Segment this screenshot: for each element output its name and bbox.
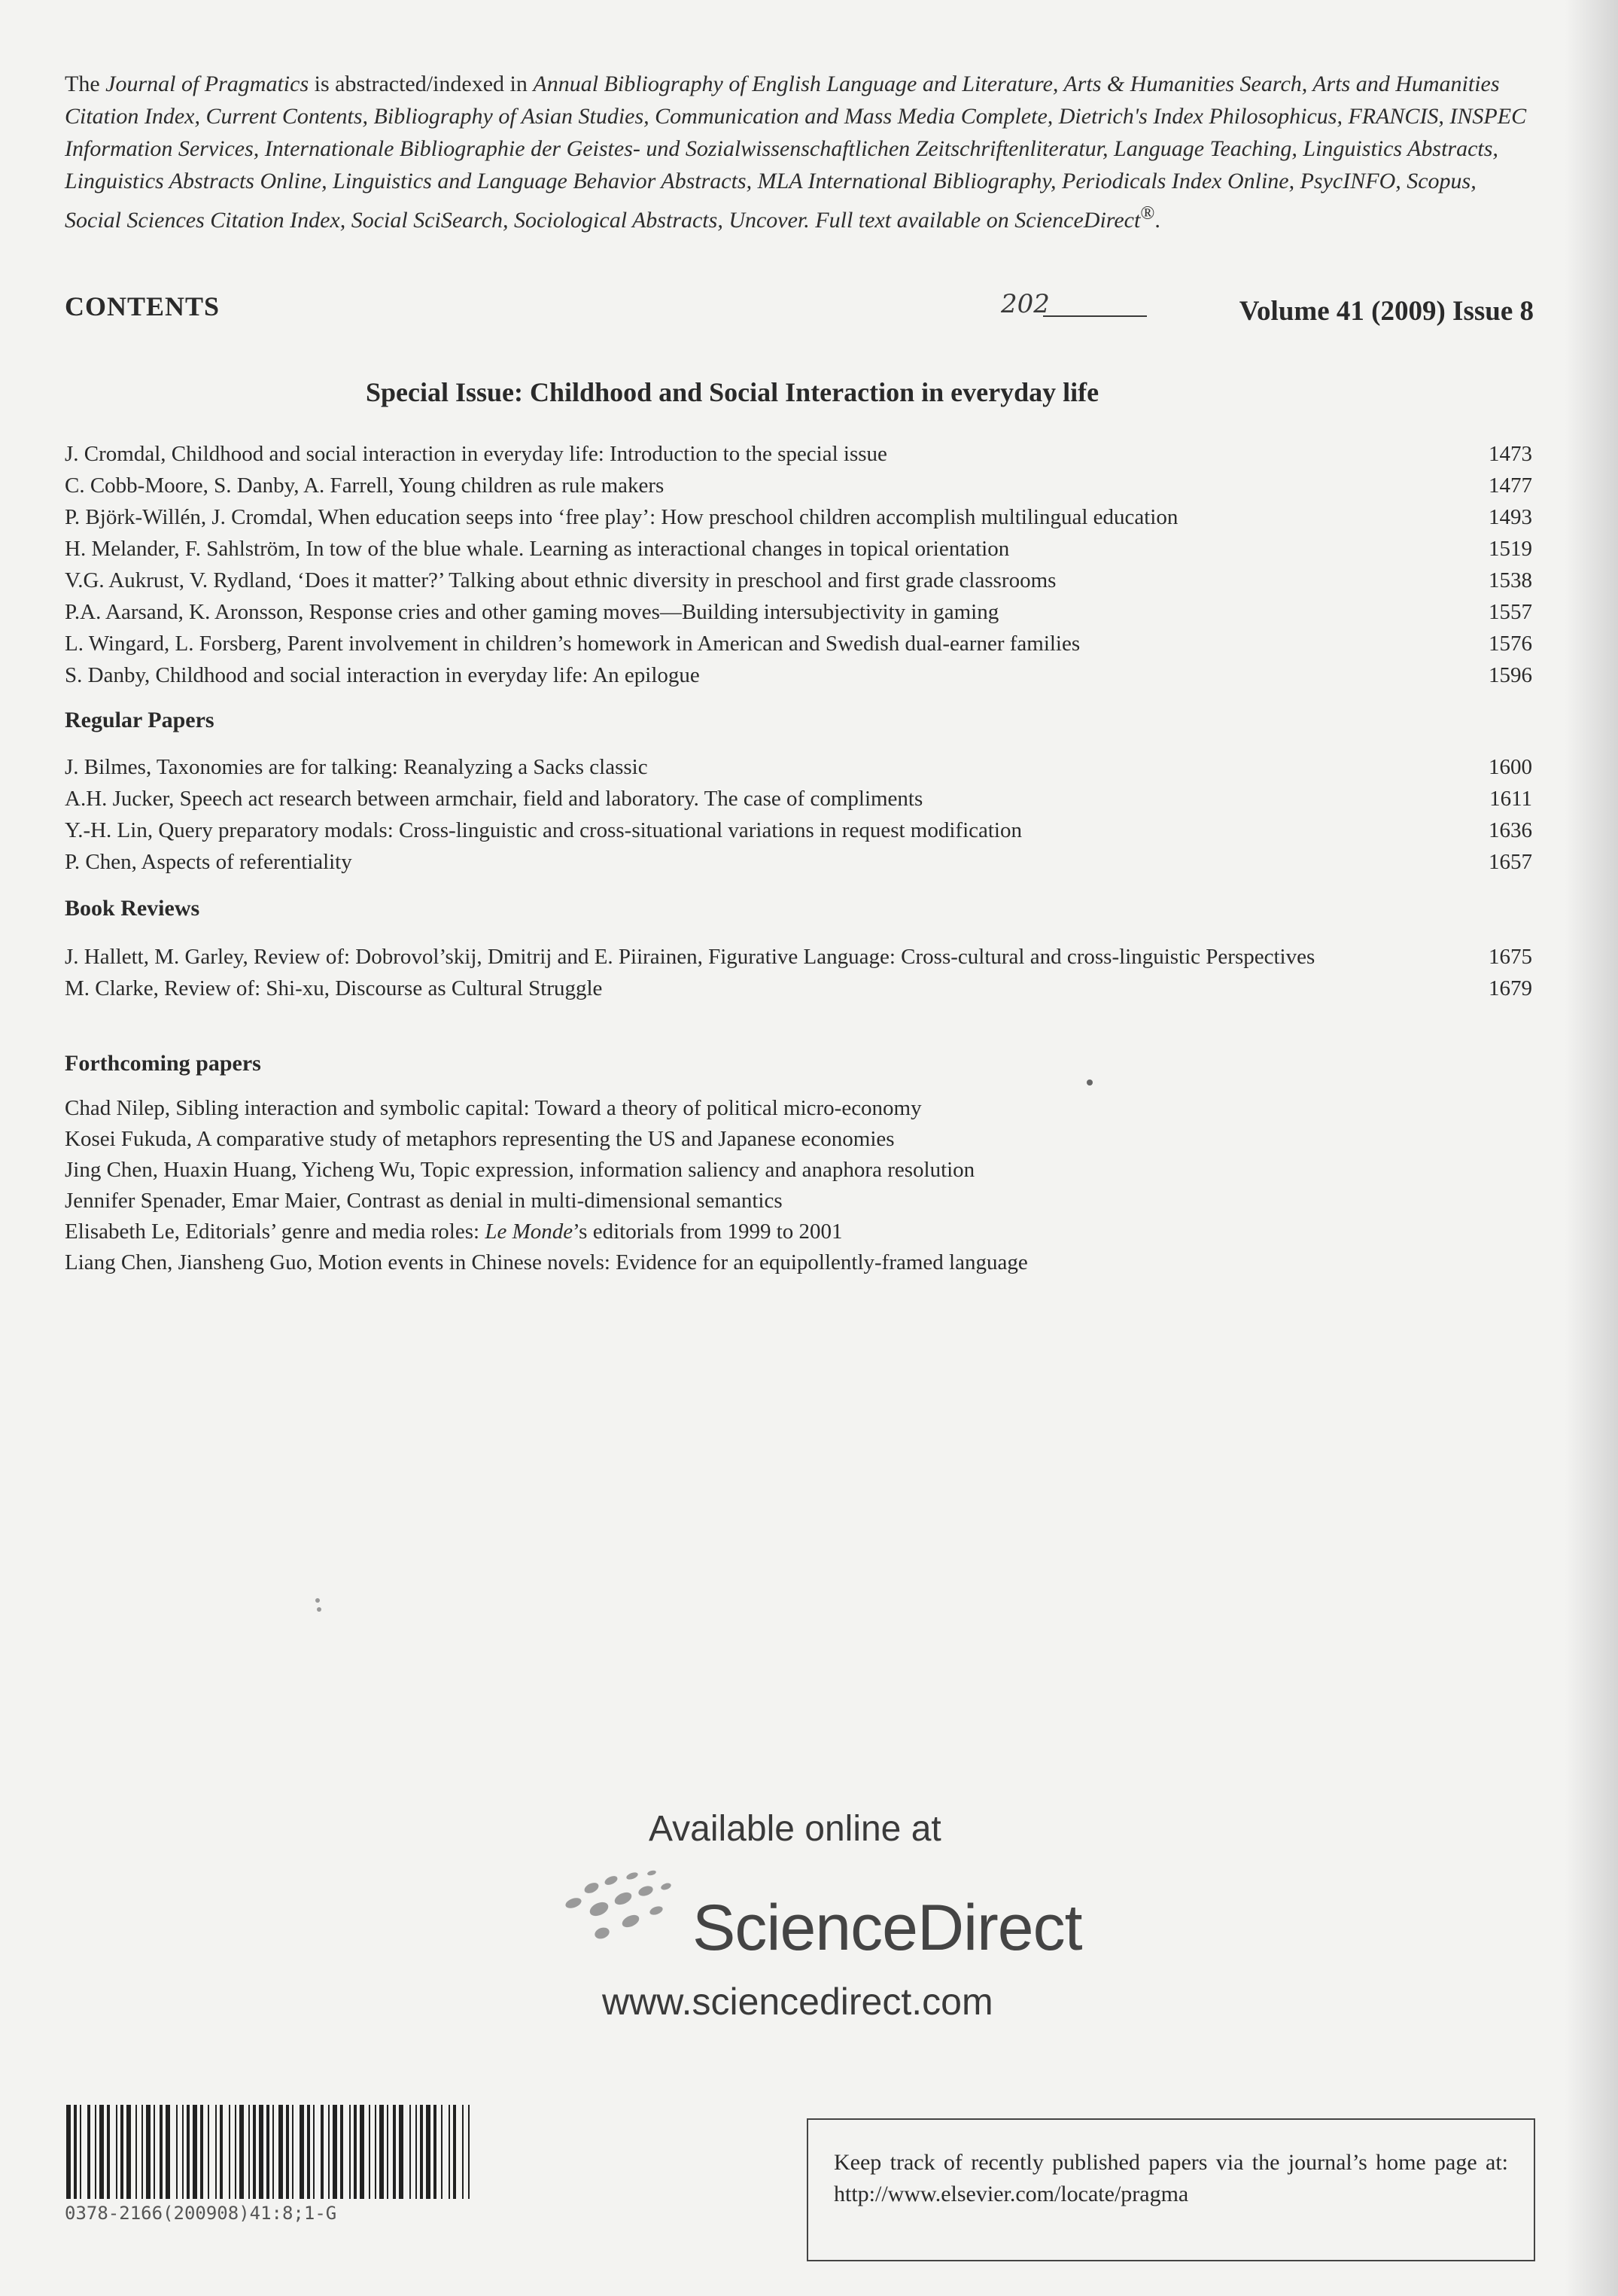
toc-entry[interactable]: P.A. Aarsand, K. Aronsson, Response cries and other gaming moves—Building intersubjectivity in gaming 1557 xyxy=(65,596,1532,628)
barcode-bar xyxy=(369,2105,370,2199)
barcode-bar xyxy=(239,2105,244,2199)
page-number: 1493 xyxy=(1489,505,1532,529)
forthcoming-list xyxy=(65,1093,1344,1278)
page-edge-shadow xyxy=(1565,0,1618,2296)
contents-heading: CONTENTS xyxy=(65,291,220,321)
scan-speck xyxy=(1084,1076,1099,1092)
barcode-bar xyxy=(286,2105,289,2199)
page-number: 1473 xyxy=(1489,442,1532,466)
barcode-bar xyxy=(426,2105,430,2199)
barcode-bar xyxy=(229,2105,230,2199)
barcode-bar xyxy=(462,2105,464,2199)
barcode-bar xyxy=(415,2105,417,2199)
barcode-bar xyxy=(99,2105,104,2199)
barcode-bar xyxy=(215,2105,217,2199)
page-number: 1600 xyxy=(1489,755,1532,779)
regular-papers-heading: Regular Papers xyxy=(65,708,214,732)
page-number: 1611 xyxy=(1489,787,1532,811)
page-number: 1596 xyxy=(1489,663,1532,687)
list-item: Chad Nilep, Sibling interaction and symbolic capital: Toward a theory of political micro-economy xyxy=(65,1096,922,1120)
barcode-bar xyxy=(349,2105,351,2199)
barcode-bar xyxy=(399,2105,403,2199)
barcode-bar xyxy=(441,2105,443,2199)
barcode-bar xyxy=(360,2105,364,2199)
toc-entry[interactable]: M. Clarke, Review of: Shi-xu, Discourse as Cultural Struggle 1679 xyxy=(65,973,1532,1004)
barcode-bar xyxy=(235,2105,236,2199)
page-number: 1657 xyxy=(1489,850,1532,874)
barcode-bar xyxy=(266,2105,269,2199)
volume-issue: Volume 41 (2009) Issue 8 xyxy=(1239,296,1534,327)
available-online-text: Available online at xyxy=(649,1809,941,1849)
toc-entry[interactable]: L. Wingard, L. Forsberg, Parent involvement in children’s homework in American and Swedish dual-earner families 1576 xyxy=(65,628,1532,659)
barcode-bar xyxy=(340,2105,343,2199)
toc-entry[interactable]: P. Chen, Aspects of referentiality 1657 xyxy=(65,846,1532,878)
barcode-bar xyxy=(354,2105,357,2199)
toc-entry[interactable]: J. Hallett, M. Garley, Review of: Dobrovol’skij, Dmitrij and E. Piirainen, Figurative Language: Cross-cultural and cross-linguistic Perspectives 1675 xyxy=(65,941,1532,973)
homepage-note-text: Keep track of recently published papers via the journal’s home page at: http://www.elsevier.com/locate/pragma xyxy=(834,2150,1508,2206)
barcode-bar xyxy=(259,2105,263,2199)
page-number: 1675 xyxy=(1489,945,1532,969)
list-item: Kosei Fukuda, A comparative study of metaphors representing the US and Japanese economies xyxy=(65,1127,895,1151)
regular-papers-list xyxy=(65,751,1532,878)
page-number: 1679 xyxy=(1489,976,1532,1000)
barcode-bar xyxy=(182,2105,184,2199)
journal-homepage-note xyxy=(807,2118,1535,2261)
page-number: 1519 xyxy=(1489,537,1532,561)
handwritten-underline xyxy=(999,307,1150,322)
list-item: Liang Chen, Jiansheng Guo, Motion events in Chinese novels: Evidence for an equipollently-framed language xyxy=(65,1250,1028,1274)
barcode-bar xyxy=(187,2105,190,2199)
barcode-bar xyxy=(166,2105,170,2199)
barcode-bar xyxy=(468,2105,470,2199)
sciencedirect-url[interactable]: www.sciencedirect.com xyxy=(602,1981,993,2023)
journal-name: Journal of Pragmatics xyxy=(105,72,309,96)
barcode-bar xyxy=(154,2105,155,2199)
page-number: 1557 xyxy=(1489,600,1532,624)
barcode-bar xyxy=(453,2105,456,2199)
barcode-bar xyxy=(420,2105,423,2199)
barcode-bar xyxy=(107,2105,110,2199)
list-item: Jing Chen, Huaxin Huang, Yicheng Wu, Topic expression, information saliency and anaphora resolution xyxy=(65,1158,975,1182)
toc-entry[interactable]: J. Cromdal, Childhood and social interaction in everyday life: Introduction to the special issue 1473 xyxy=(65,438,1532,470)
barcode-bar xyxy=(375,2105,376,2199)
toc-entry[interactable]: V.G. Aukrust, V. Rydland, ‘Does it matter?’ Talking about ethnic diversity in preschool and first grade classrooms 1538 xyxy=(65,565,1532,596)
barcode-bar xyxy=(193,2105,197,2199)
handwritten-note: 202 xyxy=(1001,289,1050,319)
barcode-bar xyxy=(248,2105,250,2199)
barcode-bar xyxy=(146,2105,151,2199)
barcode-bar xyxy=(393,2105,396,2199)
page-number: 1576 xyxy=(1489,632,1532,656)
scan-speck xyxy=(312,1594,327,1617)
barcode-bar xyxy=(176,2105,178,2199)
barcode-bar xyxy=(66,2105,71,2199)
toc-entry[interactable]: Y.-H. Lin, Query preparatory modals: Cross-linguistic and cross-situational variations in request modification 1636 xyxy=(65,815,1532,846)
barcode-bar xyxy=(278,2105,283,2199)
barcode-bar xyxy=(409,2105,411,2199)
toc-entry[interactable]: J. Bilmes, Taxonomies are for talking: Reanalyzing a Sacks classic 1600 xyxy=(65,751,1532,783)
barcode-bar xyxy=(433,2105,436,2199)
special-issue-title: Special Issue: Childhood and Social Interaction in everyday life xyxy=(366,377,1099,407)
sciencedirect-logo-icon xyxy=(557,1867,692,1950)
book-reviews-list xyxy=(65,941,1532,1004)
indexing-paragraph: The Journal of Pragmatics is abstracted/indexed in Annual Bibliography of English Language and Literature, Arts & Humanities Search, Arts and Humanities Citation Index, Current Contents, Bibliography of Asian Studies, Communication and Mass Media Complete, Dietrich's Index Philosophicus, FRANCIS, INSPEC Information Services, Internationale Bibliographie der Geistes- und Sozialwissenschaftlichen Zeitschriftenliteratur, Language Teaching, Linguistics Abstracts, Linguistics Abstracts Online, Linguistics and Language Behavior Abstracts, MLA International Bibliography, Periodicals Index Online, PsycINFO, Scopus, Social Sciences Citation Index, Social SciSearch, Sociological Abstracts, Uncover. Full text available on ScienceDirect®. xyxy=(65,72,1527,233)
barcode-bar xyxy=(87,2105,90,2199)
barcode-bar xyxy=(116,2105,117,2199)
barcode xyxy=(65,2105,475,2199)
toc-entry[interactable]: S. Danby, Childhood and social interaction in everyday life: An epilogue 1596 xyxy=(65,659,1532,691)
barcode-bar xyxy=(272,2105,274,2199)
barcode-bar xyxy=(74,2105,77,2199)
barcode-bar xyxy=(321,2105,324,2199)
barcode-bar xyxy=(292,2105,293,2199)
list-item: Jennifer Spenader, Emar Maier, Contrast as denial in multi-dimensional semantics xyxy=(65,1189,783,1213)
barcode-bar xyxy=(253,2105,256,2199)
barcode-bar xyxy=(208,2105,209,2199)
toc-entry[interactable]: H. Melander, F. Sahlström, In tow of the blue whale. Learning as interactional changes in topical orientation 1519 xyxy=(65,533,1532,565)
toc-entry[interactable]: P. Björk-Willén, J. Cromdal, When education seeps into ‘free play’: How preschool children accomplish multilingual education 1493 xyxy=(65,501,1532,533)
page-number: 1477 xyxy=(1489,474,1532,498)
forthcoming-heading: Forthcoming papers xyxy=(65,1051,261,1076)
sciencedirect-brand: ScienceDirect xyxy=(692,1892,1082,1964)
barcode-bar xyxy=(160,2105,163,2199)
barcode-number: 0378-2166(200908)41:8;1-G xyxy=(65,2203,337,2224)
barcode-bar xyxy=(379,2105,384,2199)
barcode-bar xyxy=(300,2105,304,2199)
list-item: Elisabeth Le, Editorials’ genre and media roles: Le Monde’s editorials from 1999 to 2001 xyxy=(65,1220,843,1244)
barcode-bar xyxy=(307,2105,310,2199)
barcode-bar xyxy=(333,2105,337,2199)
barcode-bar xyxy=(120,2105,123,2199)
barcode-bar xyxy=(313,2105,315,2199)
page-number: 1538 xyxy=(1489,568,1532,592)
indexing-services: Annual Bibliography of English Language and Literature, Arts & Humanities Search, Arts and Humanities Citation Index, Current Contents, Bibliography of Asian Studies, Communication and Mass Media Complete, Dietrich's Index Philosophicus, FRANCIS, INSPEC Information Services, Internationale Bibliographie der Geistes- und Sozialwissenschaftlichen Zeitschriftenliteratur, Language Teaching, Linguistics Abstracts, Linguistics Abstracts Online, Linguistics and Language Behavior Abstracts, MLA International Bibliography, Periodicals Index Online, PsycINFO, Scopus, Social Sciences Citation Index, Social SciSearch, Sociological Abstracts, Uncover. Full text available on ScienceDirect xyxy=(65,72,1527,233)
barcode-bar xyxy=(200,2105,203,2199)
toc-entry[interactable]: A.H. Jucker, Speech act research between armchair, field and laboratory. The case of compliments 1611 xyxy=(65,783,1532,815)
barcode-bar xyxy=(449,2105,450,2199)
barcode-bar xyxy=(141,2105,143,2199)
book-reviews-heading: Book Reviews xyxy=(65,896,200,921)
barcode-bar xyxy=(126,2105,131,2199)
toc-entry[interactable]: C. Cobb-Moore, S. Danby, A. Farrell, Young children as rule makers 1477 xyxy=(65,470,1532,501)
barcode-bar xyxy=(220,2105,223,2199)
barcode-bar xyxy=(95,2105,96,2199)
barcode-bar xyxy=(135,2105,137,2199)
barcode-bar xyxy=(387,2105,388,2199)
special-issue-list xyxy=(65,438,1532,691)
barcode-bar xyxy=(328,2105,330,2199)
page-number: 1636 xyxy=(1489,818,1532,842)
barcode-bar xyxy=(80,2105,81,2199)
